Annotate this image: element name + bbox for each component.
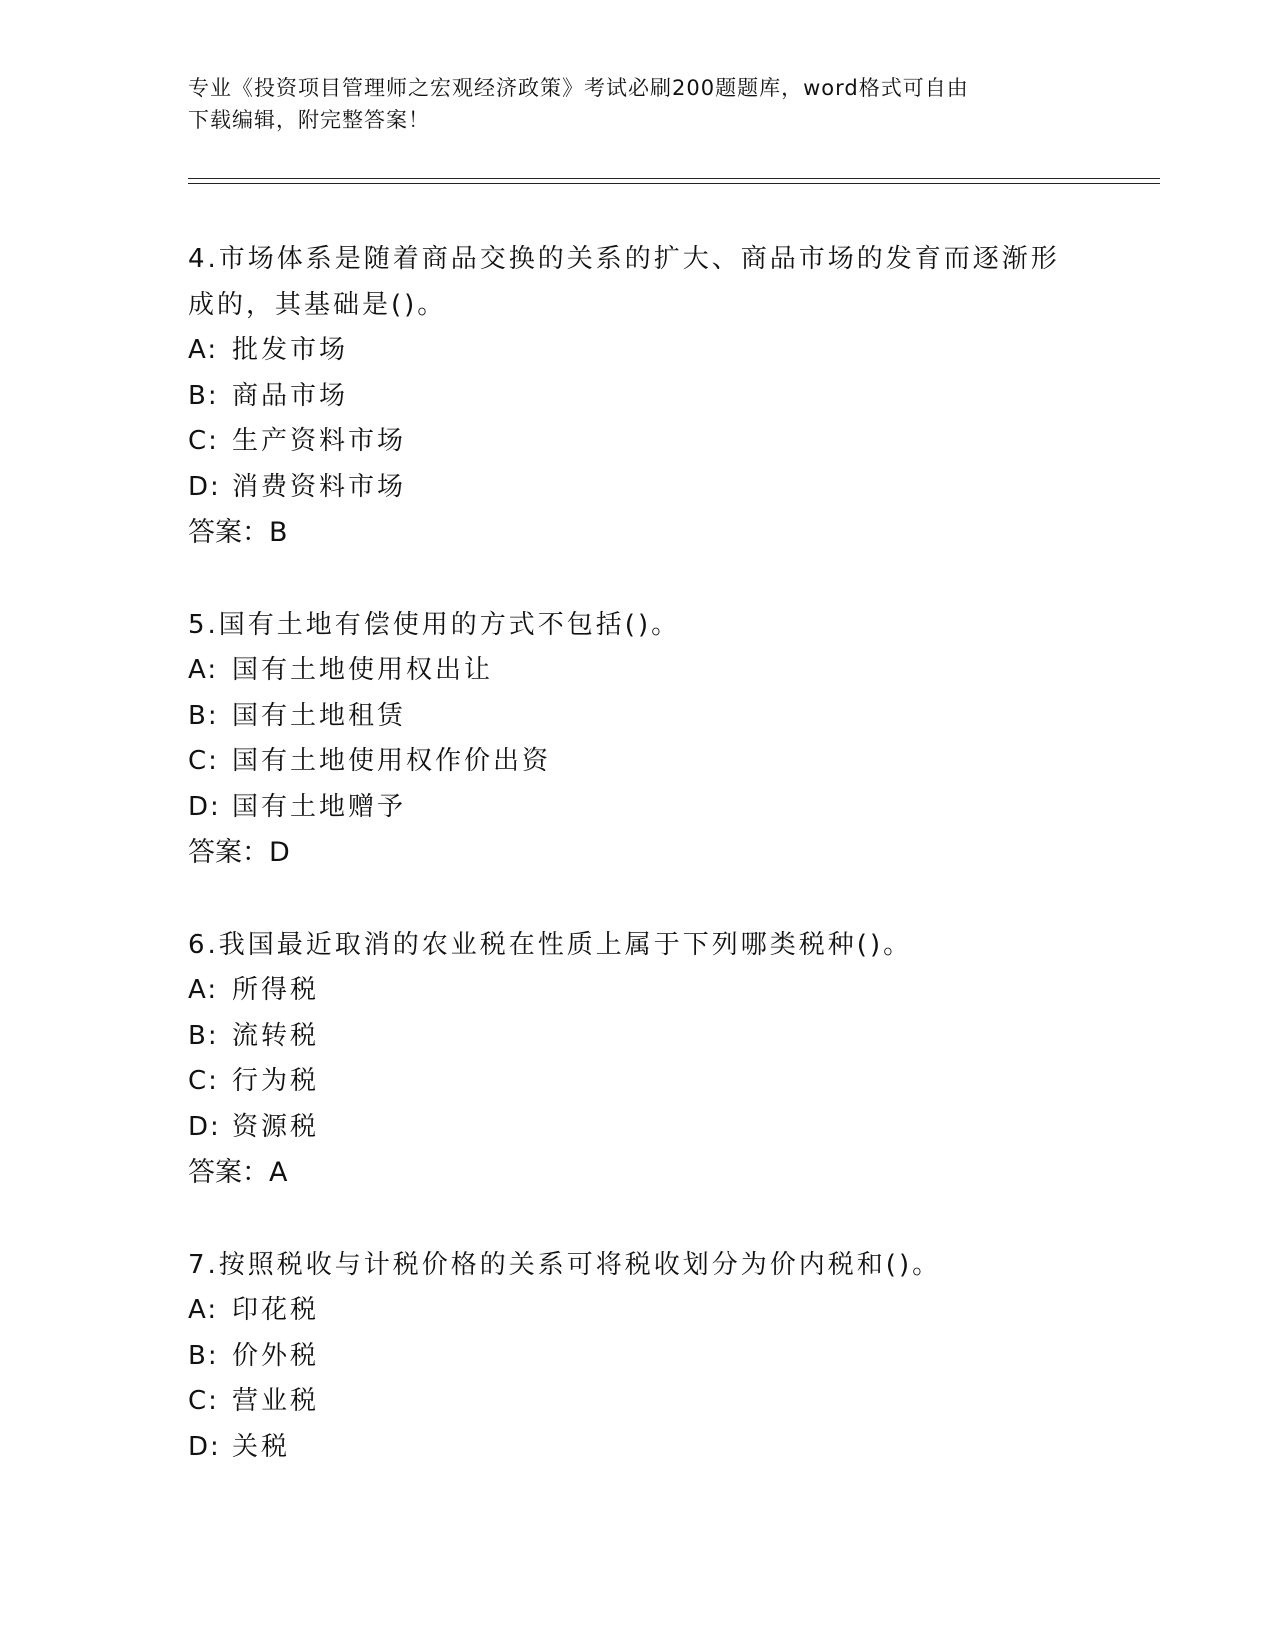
option-label: B: — [188, 1340, 219, 1371]
question-text-line: 7.按照税收与计税价格的关系可将税收划分为价内税和()。 — [188, 1250, 942, 1280]
option-text: 价外税 — [232, 1340, 320, 1371]
option-d — [188, 785, 1088, 831]
question-7 — [188, 1242, 1088, 1470]
option-label: B: — [188, 380, 219, 411]
option-label: B: — [188, 1020, 219, 1051]
option-a — [188, 328, 1088, 374]
option-d — [188, 1425, 1088, 1471]
option-label: D: — [188, 471, 221, 502]
option-a — [188, 648, 1088, 694]
answer-line: 答案：B — [188, 517, 288, 549]
option-text: 国有土地租赁 — [232, 700, 407, 731]
header-divider-bottom — [188, 183, 1160, 184]
option-text: 生产资料市场 — [232, 426, 407, 457]
question-text-line: 5.国有土地有偿使用的方式不包括()。 — [188, 610, 681, 640]
option-a — [188, 968, 1088, 1014]
option-label: A: — [188, 975, 219, 1005]
option-label: A: — [188, 335, 219, 365]
option-text: 资源税 — [232, 1111, 320, 1142]
question-text-line: 成的，其基础是()。 — [188, 290, 447, 320]
option-text: 商品市场 — [232, 380, 349, 411]
option-text: 国有土地赠予 — [232, 791, 407, 822]
header-divider-top — [188, 178, 1160, 179]
option-b — [188, 1014, 1088, 1060]
option-c — [188, 1059, 1088, 1105]
header-line-2: 下载编辑，附完整答案！ — [188, 108, 430, 132]
option-label: A: — [188, 1295, 219, 1325]
answer-line: 答案：D — [188, 837, 290, 869]
option-label: D: — [188, 1431, 221, 1462]
option-b — [188, 374, 1088, 420]
option-text: 国有土地使用权作价出资 — [232, 746, 552, 777]
option-label: C: — [188, 426, 219, 457]
question-5 — [188, 602, 1088, 876]
option-label: C: — [188, 746, 219, 777]
question-6 — [188, 922, 1088, 1196]
option-text: 关税 — [232, 1431, 291, 1462]
option-text: 所得税 — [232, 975, 320, 1005]
header-line-1: 专业《投资项目管理师之宏观经济政策》考试必刷200题题库，word格式可自由 — [188, 76, 969, 100]
option-label: A: — [188, 655, 219, 685]
option-label: B: — [188, 700, 219, 731]
option-text: 行为税 — [232, 1066, 320, 1097]
question-4 — [188, 236, 1088, 556]
option-b — [188, 1334, 1088, 1380]
option-text: 营业税 — [232, 1386, 320, 1417]
option-d — [188, 1105, 1088, 1151]
option-b — [188, 694, 1088, 740]
option-label: D: — [188, 1111, 221, 1142]
option-text: 批发市场 — [232, 335, 349, 365]
option-label: C: — [188, 1066, 219, 1097]
option-label: C: — [188, 1386, 219, 1417]
question-text-line: 6.我国最近取消的农业税在性质上属于下列哪类税种()。 — [188, 930, 913, 960]
option-d — [188, 465, 1088, 511]
option-text: 流转税 — [232, 1020, 320, 1051]
answer-line: 答案：A — [188, 1157, 288, 1189]
option-text: 印花税 — [232, 1295, 320, 1325]
option-a — [188, 1288, 1088, 1334]
question-text-line: 4.市场体系是随着商品交换的关系的扩大、商品市场的发育而逐渐形 — [188, 244, 1060, 274]
option-c — [188, 739, 1088, 785]
option-text: 国有土地使用权出让 — [232, 655, 494, 685]
option-text: 消费资料市场 — [232, 471, 407, 502]
option-label: D: — [188, 791, 221, 822]
document-header — [188, 72, 1088, 136]
option-c — [188, 1379, 1088, 1425]
option-c — [188, 419, 1088, 465]
